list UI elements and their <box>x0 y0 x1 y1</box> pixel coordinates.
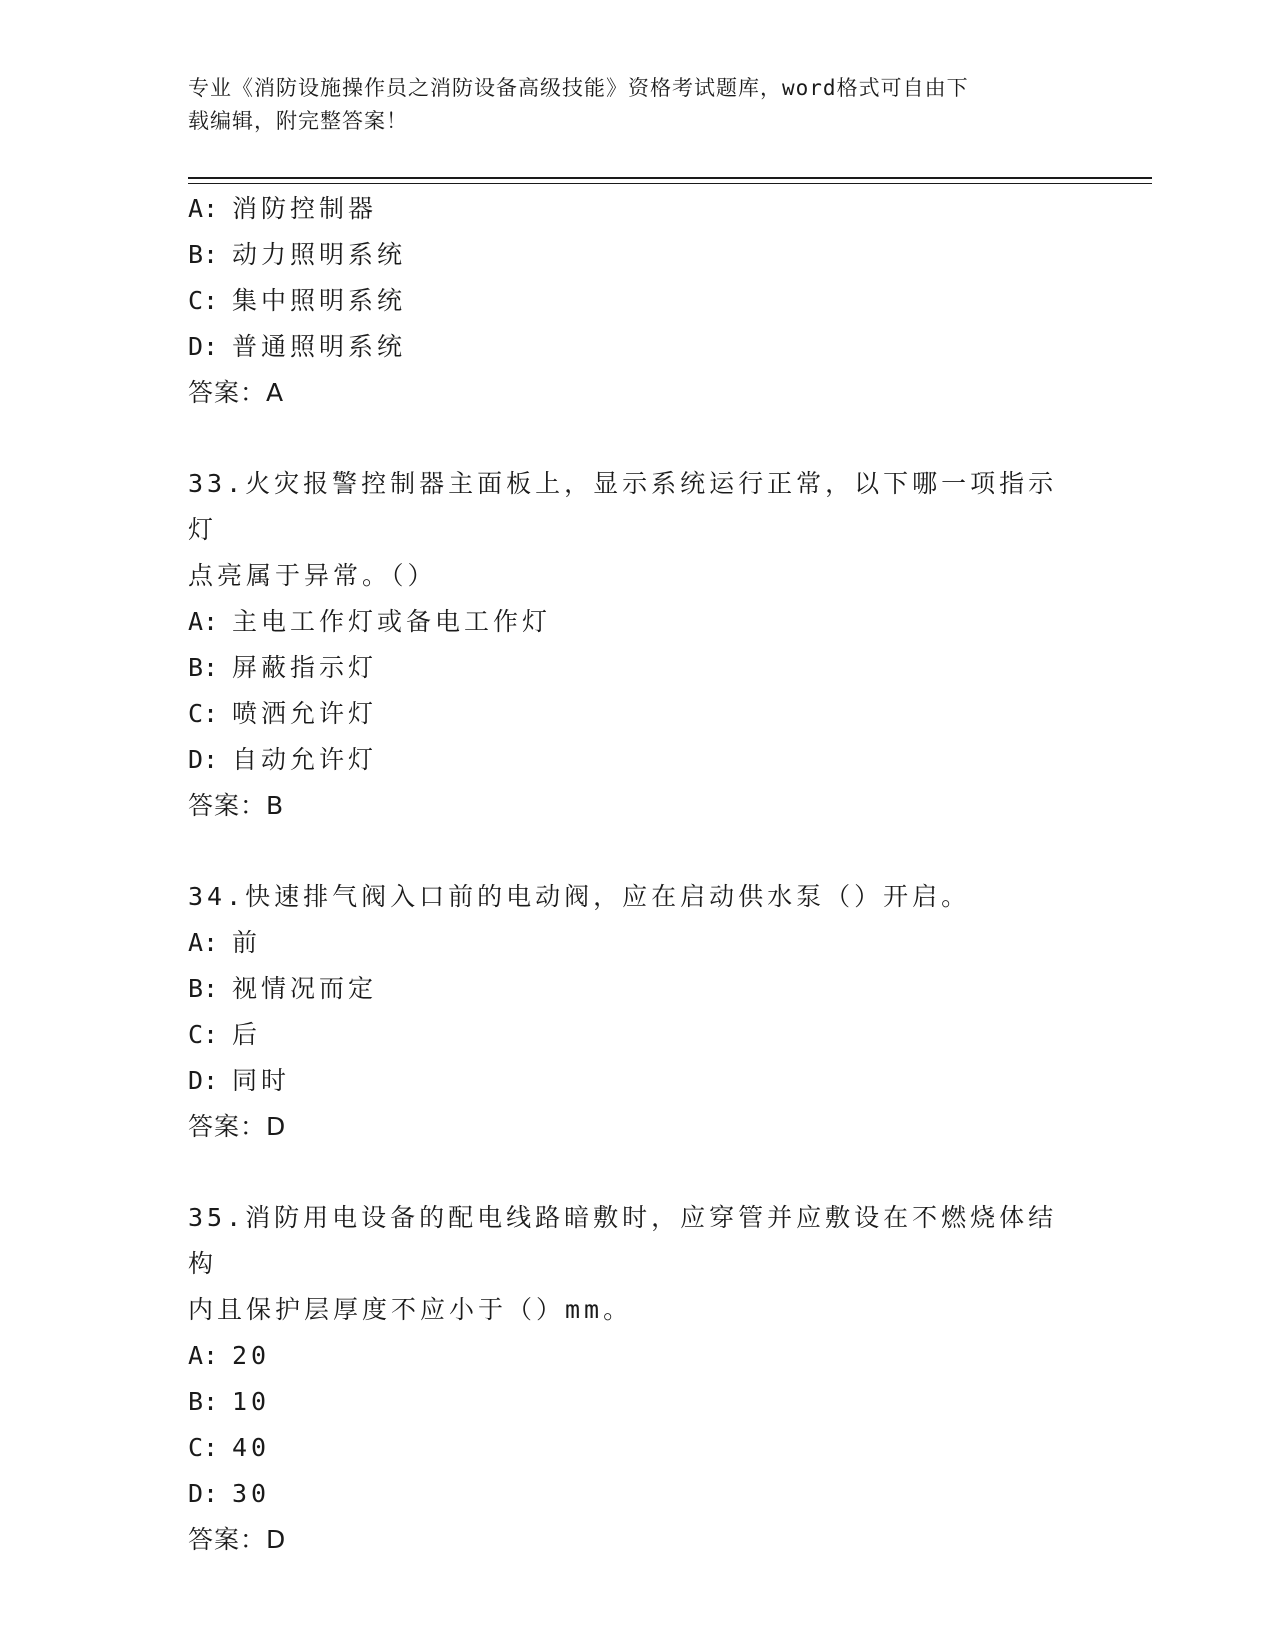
question-text <box>188 1195 1068 1333</box>
answer-line: 答案：D <box>188 1525 287 1554</box>
option-b: B: 10 <box>188 1387 271 1416</box>
question-text <box>188 874 1068 920</box>
question-text <box>188 461 1068 599</box>
question-line-2: 点亮属于异常。（） <box>188 561 437 590</box>
option-a: A: 消防控制器 <box>188 194 378 223</box>
question-line-2: 内且保护层厚度不应小于（）mm。 <box>188 1295 633 1324</box>
header-line-2: 载编辑，附完整答案！ <box>188 109 408 133</box>
header-line-1: 专业《消防设施操作员之消防设备高级技能》资格考试题库，word格式可自由下 <box>188 76 969 100</box>
question-33 <box>188 461 1148 829</box>
option-c: C: 喷洒允许灯 <box>188 699 378 728</box>
document-header <box>188 72 1078 138</box>
option-b: B: 屏蔽指示灯 <box>188 653 378 682</box>
answer-line: 答案：A <box>188 378 285 407</box>
option-c: C: 集中照明系统 <box>188 286 407 315</box>
question-line-1: 34.快速排气阀入口前的电动阀，应在启动供水泵（）开启。 <box>188 882 971 911</box>
question-35 <box>188 1195 1148 1563</box>
header-rule-bottom <box>188 183 1152 184</box>
option-c: C: 40 <box>188 1433 271 1462</box>
option-a: A: 主电工作灯或备电工作灯 <box>188 607 552 636</box>
question-content <box>188 186 1148 1563</box>
header-rule-top <box>188 177 1152 179</box>
question-34 <box>188 874 1148 1150</box>
option-d: D: 自动允许灯 <box>188 745 378 774</box>
option-a: A: 20 <box>188 1341 271 1370</box>
option-d: D: 30 <box>188 1479 271 1508</box>
option-a: A: 前 <box>188 928 262 957</box>
option-d: D: 普通照明系统 <box>188 332 407 361</box>
question-line-1: 33.火灾报警控制器主面板上，显示系统运行正常，以下哪一项指示灯 <box>188 469 1058 544</box>
question-32 <box>188 186 1148 416</box>
question-line-1: 35.消防用电设备的配电线路暗敷时，应穿管并应敷设在不燃烧体结构 <box>188 1203 1058 1278</box>
option-d: D: 同时 <box>188 1066 291 1095</box>
option-c: C: 后 <box>188 1020 262 1049</box>
answer-line: 答案：D <box>188 1112 287 1141</box>
option-b: B: 视情况而定 <box>188 974 378 1003</box>
option-b: B: 动力照明系统 <box>188 240 407 269</box>
answer-line: 答案：B <box>188 791 285 820</box>
